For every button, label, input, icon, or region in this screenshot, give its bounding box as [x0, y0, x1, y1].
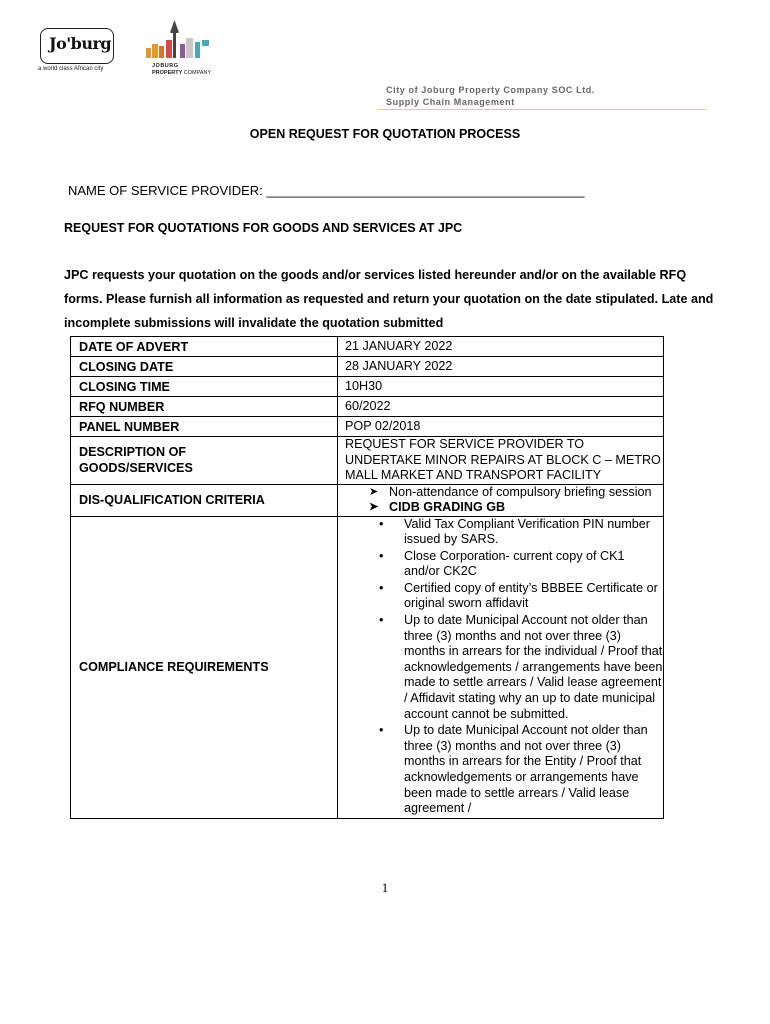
- joburg-logo-frame: [40, 28, 114, 64]
- intro-paragraph: JPC requests your quotation on the goods and/or services listed hereunder and/or on the available RFQ forms. Please furnish all information as requested and return your quotation on the date stipulated. Late and incomplete submissions will invalidate the quotation submitted: [64, 268, 714, 330]
- page-number: 1: [381, 880, 389, 895]
- disqualification-label: DIS-QUALIFICATION CRITERIA: [71, 484, 338, 516]
- compliance-value: [338, 516, 664, 818]
- arrow-bullet-icon: ➤: [369, 501, 379, 513]
- description-label-line1: DESCRIPTION OF: [79, 445, 187, 460]
- list-item-text: Certified copy of entity’s BBBEE Certificate or original sworn affidavit: [404, 580, 658, 611]
- list-item: [345, 581, 663, 612]
- table-row: [71, 337, 664, 357]
- bullet-icon: •: [379, 613, 384, 628]
- joburg-logo: [38, 28, 118, 76]
- compliance-row: [71, 516, 664, 818]
- service-provider-line: NAME OF SERVICE PROVIDER: ____________________________________________: [68, 183, 585, 198]
- list-item-text: Up to date Municipal Account not older than three (3) months and not over three (3) months in arrears for the individual / Proof that acknowledgements / arrangements have been made to settle arrears / Valid lease agreement / Affidavit stating why an up to date municipal account cannot be submitted.: [404, 613, 663, 721]
- joburg-logo-text: Jo'burg: [49, 34, 112, 53]
- description-value: REQUEST FOR SERVICE PROVIDER TO UNDERTAKE MINOR REPAIRS AT BLOCK C – METRO MALL MARKET AND TRANSPORT FACILITY: [338, 437, 664, 485]
- row-label: DATE OF ADVERT: [71, 337, 338, 357]
- bullet-icon: •: [379, 723, 384, 738]
- table-row: [71, 357, 664, 377]
- description-label: [71, 437, 338, 485]
- list-item-text: Close Corporation- current copy of CK1 and/or CK2C: [404, 548, 625, 579]
- list-item: [345, 517, 663, 548]
- jpc-logo-sub: [152, 70, 211, 76]
- arrow-bullet-icon: ➤: [369, 485, 379, 498]
- company-name: City of Joburg Property Company SOC Ltd.: [386, 85, 596, 95]
- row-value: 60/2022: [338, 397, 664, 417]
- list-item-text: Non-attendance of compulsory briefing session: [389, 484, 652, 499]
- compliance-label: COMPLIANCE REQUIREMENTS: [71, 516, 338, 818]
- list-item-text: Up to date Municipal Account not older than three (3) months and not over three (3) months in arrears for the Entity / Proof that acknowledgements or arrangements have been made to settle arrears / Valid lease agreement /: [404, 723, 648, 816]
- list-item: [345, 723, 663, 817]
- description-row: [71, 437, 664, 485]
- jpc-logo-sub-text: COMPANY: [183, 70, 212, 76]
- description-label-line2: GOODS/SERVICES: [79, 461, 193, 476]
- jpc-logo-name: JOBURG: [152, 63, 179, 69]
- table-row: [71, 417, 664, 437]
- row-label: PANEL NUMBER: [71, 417, 338, 437]
- list-item-text: CIDB GRADING GB: [389, 500, 506, 514]
- list-item: [345, 549, 663, 580]
- disqualification-list: [345, 485, 663, 516]
- row-value: 21 JANUARY 2022: [338, 337, 664, 357]
- compliance-list: [345, 517, 663, 817]
- rfq-heading: REQUEST FOR QUOTATIONS FOR GOODS AND SERVICES AT JPC: [64, 221, 463, 235]
- row-value: POP 02/2018: [338, 417, 664, 437]
- company-block: [386, 84, 595, 108]
- list-item-text: Valid Tax Compliant Verification PIN number issued by SARS.: [404, 516, 650, 547]
- row-label: CLOSING TIME: [71, 377, 338, 397]
- jpc-logo: [140, 18, 230, 78]
- disqualification-row: [71, 484, 664, 516]
- bullet-icon: •: [379, 548, 384, 563]
- header-divider: [378, 109, 707, 110]
- document-title: OPEN REQUEST FOR QUOTATION PROCESS: [249, 127, 521, 141]
- table-row: [71, 377, 664, 397]
- jpc-skyline-icon: [140, 18, 220, 64]
- table-row: [71, 397, 664, 417]
- row-label: CLOSING DATE: [71, 357, 338, 377]
- row-value: 10H30: [338, 377, 664, 397]
- jpc-logo-sub-bold: PROPERTY: [152, 70, 183, 76]
- disqualification-value: [338, 484, 664, 516]
- row-label: RFQ NUMBER: [71, 397, 338, 417]
- joburg-tagline: a world class African city: [38, 66, 104, 72]
- bullet-icon: •: [379, 580, 384, 595]
- department-name: Supply Chain Management: [386, 97, 515, 107]
- list-item: [345, 613, 663, 722]
- row-value: 28 JANUARY 2022: [338, 357, 664, 377]
- list-item: [345, 500, 663, 516]
- list-item: [345, 485, 663, 501]
- bullet-icon: •: [379, 516, 384, 531]
- rfq-details-table: [70, 336, 664, 819]
